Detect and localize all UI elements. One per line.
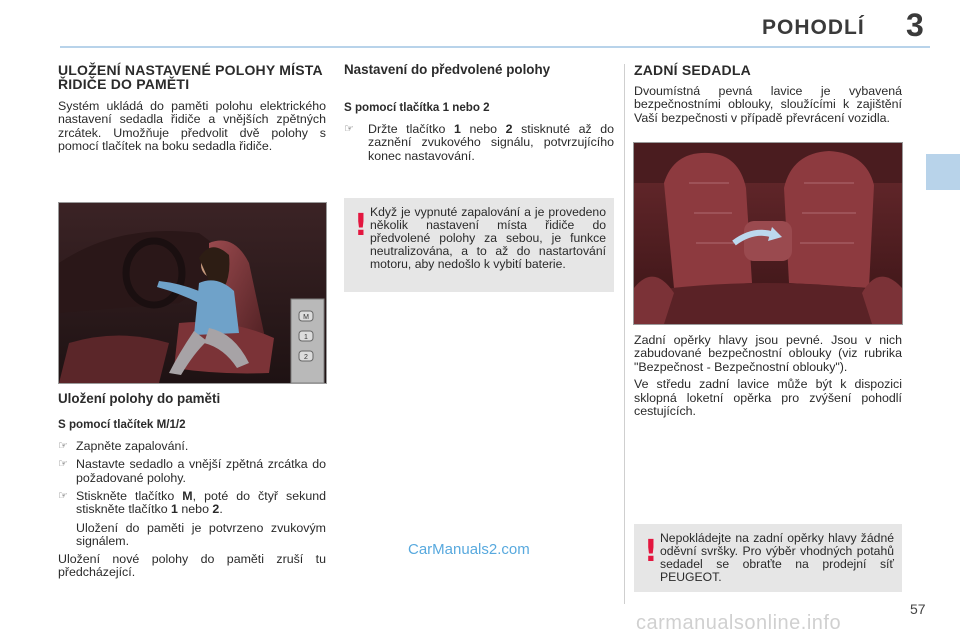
preset-button-heading: S pomocí tlačítka 1 nebo 2	[344, 101, 490, 115]
footer-watermark: carmanualsonline.info	[636, 612, 842, 634]
rear-seats-illustration	[634, 143, 902, 324]
memory-button-heading: S pomocí tlačítek M/1/2	[58, 418, 186, 432]
pointing-hand-icon: ☞	[58, 490, 68, 503]
rear-seats-photo	[633, 142, 903, 325]
photo-label-2: 2	[304, 354, 308, 361]
memory-step: ☞ Stiskněte tlačítko M, poté do čtyř sekund stiskněte tlačítko 1 nebo 2.	[58, 489, 327, 517]
header-rule	[60, 46, 930, 48]
preset-warning-box	[344, 198, 614, 292]
pointing-hand-icon: ☞	[344, 122, 354, 135]
preset-warning-text: Když je vypnuté zapalování a je provedeno několik nastavení místa řidiče do předvolené polohy za sebou, je funkce neutralizována, a to až do nastartování motoru, aby nedošlo k vybití baterie.	[370, 205, 606, 271]
armrest-text: Ve středu zadní lavice může být k dispozici sklopná loketní opěrka pro zvýšení pohodlí cestujících.	[634, 377, 902, 419]
memory-overwrite-text: Uložení nové polohy do paměti zruší tu předcházející.	[58, 551, 326, 580]
rear-seats-intro: Dvoumístná pevná lavice je vybavená bezpečnostními oblouky, sloužícími k zajištění Vaší bezpečnosti v případě převrácení vozidla.	[634, 84, 902, 125]
left-column-lower	[58, 392, 326, 583]
memory-confirm-text: Uložení do paměti je potvrzeno zvukovým signálem.	[76, 520, 326, 549]
right-column-lower	[634, 334, 902, 422]
chapter-title: POHODLÍ	[762, 16, 865, 39]
memory-section-title: ULOŽENÍ NASTAVENÉ POLOHY MÍSTA ŘIDIČE DO PAMĚTI	[58, 62, 323, 92]
warning-icon: !	[354, 208, 368, 243]
pointing-hand-icon: ☞	[58, 458, 68, 471]
driver-seat-illustration	[59, 203, 326, 383]
rear-warning-text: Nepokládejte na zadní opěrky hlavy žádné oděvní svršky. Pro výběr vhodných potahů sedadel se obraťte na prodejní síť PEUGEOT.	[660, 531, 894, 584]
memory-subtitle: Uložení polohy do paměti	[58, 391, 221, 406]
left-column	[58, 63, 326, 158]
chapter-tab	[926, 154, 960, 190]
preset-section-title: Nastavení do předvolené polohy	[344, 62, 551, 77]
pointing-hand-icon: ☞	[58, 439, 68, 452]
warning-icon: !	[644, 534, 658, 569]
rear-warning-box	[634, 524, 902, 592]
photo-label-1: 1	[304, 334, 308, 341]
right-column	[634, 63, 902, 129]
preset-step: ☞ Držte tlačítko 1 nebo 2 stisknuté až do zaznění zvukového signálu, potvrzujícího konec nastavování.	[344, 121, 615, 163]
column-divider	[624, 64, 625, 604]
page-number: 57	[910, 601, 926, 617]
memory-step: ☞ Nastavte sedadlo a vnější zpětná zrcátka do požadované polohy.	[58, 457, 326, 485]
photo-label-m: M	[303, 314, 309, 321]
rear-seats-title: ZADNÍ SEDADLA	[634, 62, 751, 78]
memory-intro: Systém ukládá do paměti polohu elektrického nastavení sedadla řidiče a vnějších zpětných zrcátek. Umožňuje předvolit dvě polohy s pomocí tlačítek na boku sedadla řidiče.	[58, 99, 326, 154]
middle-column	[344, 63, 614, 168]
driver-seat-photo	[58, 202, 327, 384]
chapter-number: 3	[906, 7, 924, 43]
headrest-text: Zadní opěrky hlavy jsou pevné. Jsou v nich zabudované bezpečnostní oblouky (viz rubrika "Bezpečnost - Bezpečnostní oblouky").	[634, 333, 902, 374]
watermark-link[interactable]: CarManuals2.com	[408, 541, 530, 558]
memory-step: ☞ Zapněte zapalování.	[58, 438, 189, 453]
